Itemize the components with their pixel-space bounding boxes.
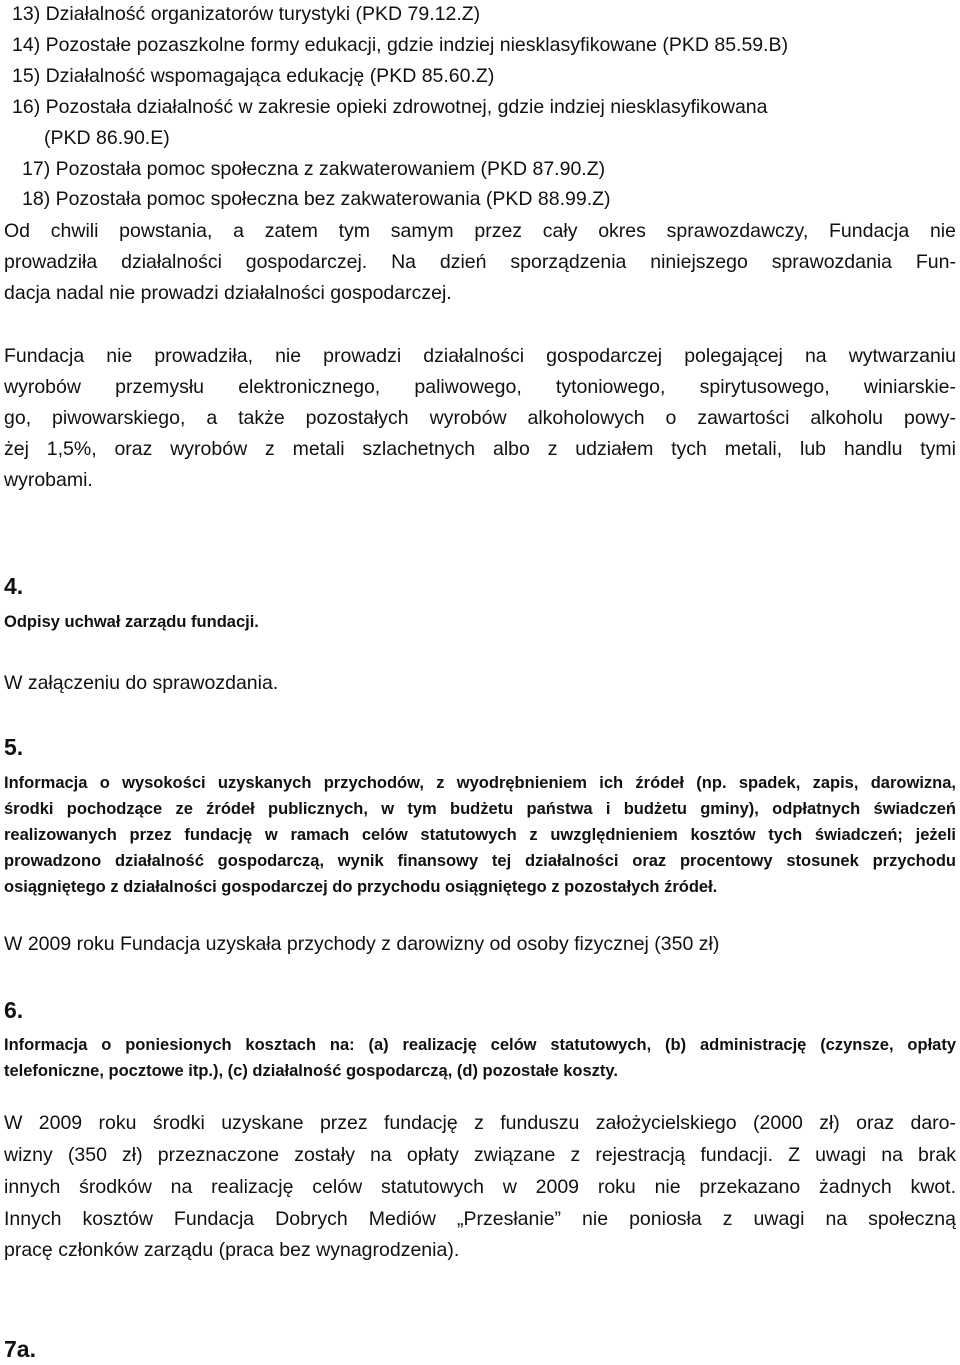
pkd-item-16: 16) Pozostała działalność w zakresie opieki zdrowotnej, gdzie indziej niesklasyfikowana (12, 96, 768, 118)
section-4-title: Odpisy uchwał zarządu fundacji. (4, 613, 259, 631)
section-5-number: 5. (4, 734, 24, 760)
pkd-item-15: 15) Działalność wspomagająca edukację (PKD 85.60.Z) (12, 65, 495, 87)
section-6-body-line: pracę członków zarządu (praca bez wynagrodzenia). (4, 1239, 460, 1261)
section-4-body: W załączeniu do sprawozdania. (4, 672, 279, 694)
pkd-item-17: 17) Pozostała pomoc społeczna z zakwaterowaniem (PKD 87.90.Z) (22, 158, 606, 180)
section-4-number: 4. (4, 573, 24, 599)
section-5-title-line: osiągniętego z działalności gospodarczej do przychodu osiągniętego z pozostałych źródeł. (4, 878, 718, 896)
pkd-item-16-code: (PKD 86.90.E) (44, 127, 170, 149)
section-6-body-line: Innych kosztów Fundacja Dobrych Mediów „Przesłanie” nie poniosła z uwagi na społeczną (4, 1208, 956, 1230)
activity-paragraph-line: prowadziła działalności gospodarczej. Na dzień sporządzenia niniejszego sprawozdania Fun- (4, 251, 956, 273)
section-6-body-line: innych środków na realizację celów statutowych w 2009 roku nie przekazano żadnych kwot. (4, 1176, 956, 1198)
pkd-item-13: 13) Działalność organizatorów turystyki (PKD 79.12.Z) (12, 3, 481, 25)
section-6-body-line: wizny (350 zł) przeznaczone zostały na opłaty związane z rejestracją fundacji. Z uwagi na brak (4, 1144, 956, 1166)
activity-paragraph-line: dacja nadal nie prowadzi działalności gospodarczej. (4, 282, 452, 304)
section-6-title-line: Informacja o poniesionych kosztach na: (a) realizację celów statutowych, (b) administrację (czynsze, opłaty (4, 1036, 956, 1054)
section-5-title-line: Informacja o wysokości uzyskanych przychodów, z wyodrębnieniem ich źródeł (np. spadek, zapis, darowizna, (4, 774, 956, 792)
section-6-title-line: telefoniczne, pocztowe itp.), (c) działalność gospodarczą, (d) pozostałe koszty. (4, 1062, 618, 1080)
section-6-body-line: W 2009 roku środki uzyskane przez fundację z funduszu założycielskiego (2000 zł) oraz daro- (4, 1112, 956, 1134)
excise-paragraph-line: wyrobów przemysłu elektronicznego, paliwowego, tytoniowego, spirytusowego, winiarskie- (4, 376, 956, 398)
activity-paragraph-line: Od chwili powstania, a zatem tym samym przez cały okres sprawozdawczy, Fundacja nie (4, 220, 956, 242)
pkd-item-14: 14) Pozostałe pozaszkolne formy edukacji, gdzie indziej niesklasyfikowane (PKD 85.59.B) (12, 34, 789, 56)
excise-paragraph-line: żej 1,5%, oraz wyrobów z metali szlachetnych albo z udziałem tych metali, lub handlu tymi (4, 438, 956, 460)
excise-paragraph-line: go, piwowarskiego, a także pozostałych wyrobów alkoholowych o zawartości alkoholu powy- (4, 407, 956, 429)
section-5-title-line: realizowanych przez fundację w ramach celów statutowych z uwzględnieniem kosztów tych świadczeń; jeżeli (4, 826, 956, 844)
section-7a-number: 7a. (4, 1336, 36, 1362)
section-5-title-line: prowadzono działalność gospodarczą, wynik finansowy tej działalności oraz procentowy stosunek przychodu (4, 852, 956, 870)
excise-paragraph-line: Fundacja nie prowadziła, nie prowadzi działalności gospodarczej polegającej na wytwarzaniu (4, 345, 956, 367)
section-5-body: W 2009 roku Fundacja uzyskała przychody z darowizny od osoby fizycznej (350 zł) (4, 933, 720, 955)
excise-paragraph-line: wyrobami. (4, 469, 93, 491)
section-5-title-line: środki pochodzące ze źródeł publicznych, w tym budżetu państwa i budżetu gminy), odpłatnych świadczeń (4, 800, 956, 818)
pkd-item-18: 18) Pozostała pomoc społeczna bez zakwaterowania (PKD 88.99.Z) (22, 188, 611, 210)
section-6-number: 6. (4, 997, 24, 1023)
